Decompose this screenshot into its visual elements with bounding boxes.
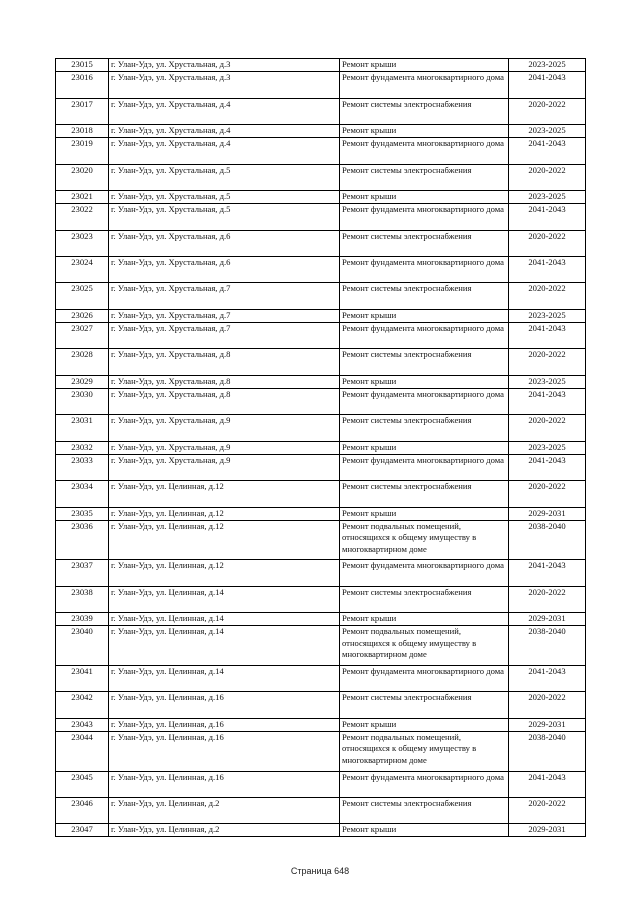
repair-schedule-table (55, 58, 586, 837)
row-number-cell: 23036 (56, 520, 109, 560)
period-cell: 2020-2022 (509, 230, 586, 256)
address-cell: г. Улан-Удэ, ул. Хрустальная, д.4 (109, 98, 340, 124)
row-number-cell: 23031 (56, 415, 109, 441)
table-row (56, 322, 586, 348)
work-type-cell: Ремонт крыши (340, 190, 509, 203)
period-cell: 2041-2043 (509, 138, 586, 164)
period-cell: 2023-2025 (509, 309, 586, 322)
table-row (56, 718, 586, 731)
address-cell: г. Улан-Удэ, ул. Целинная, д.16 (109, 718, 340, 731)
address-cell: г. Улан-Удэ, ул. Хрустальная, д.8 (109, 388, 340, 414)
period-cell: 2023-2025 (509, 59, 586, 72)
row-number-cell: 23020 (56, 164, 109, 190)
period-cell: 2023-2025 (509, 441, 586, 454)
work-type-cell: Ремонт крыши (340, 59, 509, 72)
row-number-cell: 23038 (56, 586, 109, 612)
table-row (56, 560, 586, 586)
row-number-cell: 23039 (56, 613, 109, 626)
work-type-cell: Ремонт системы электроснабжения (340, 349, 509, 375)
row-number-cell: 23023 (56, 230, 109, 256)
table-row (56, 230, 586, 256)
row-number-cell: 23033 (56, 454, 109, 480)
period-cell: 2041-2043 (509, 771, 586, 797)
period-cell: 2029-2031 (509, 718, 586, 731)
address-cell: г. Улан-Удэ, ул. Целинная, д.14 (109, 665, 340, 691)
row-number-cell: 23043 (56, 718, 109, 731)
period-cell: 2020-2022 (509, 692, 586, 718)
table-row (56, 441, 586, 454)
row-number-cell: 23030 (56, 388, 109, 414)
address-cell: г. Улан-Удэ, ул. Хрустальная, д.7 (109, 309, 340, 322)
address-cell: г. Улан-Удэ, ул. Хрустальная, д.8 (109, 349, 340, 375)
work-type-cell: Ремонт подвальных помещений, относящихся к общему имуществу в многоквартирном доме (340, 731, 509, 771)
period-cell: 2020-2022 (509, 586, 586, 612)
period-cell: 2041-2043 (509, 560, 586, 586)
row-number-cell: 23047 (56, 824, 109, 837)
table-row (56, 204, 586, 230)
table-row (56, 190, 586, 203)
row-number-cell: 23021 (56, 190, 109, 203)
table-row (56, 415, 586, 441)
table-row (56, 59, 586, 72)
row-number-cell: 23027 (56, 322, 109, 348)
table-row (56, 731, 586, 771)
period-cell: 2038-2040 (509, 626, 586, 666)
period-cell: 2020-2022 (509, 164, 586, 190)
table-row (56, 375, 586, 388)
work-type-cell: Ремонт фундамента многоквартирного дома (340, 138, 509, 164)
row-number-cell: 23040 (56, 626, 109, 666)
work-type-cell: Ремонт системы электроснабжения (340, 230, 509, 256)
table-row (56, 481, 586, 507)
work-type-cell: Ремонт крыши (340, 507, 509, 520)
row-number-cell: 23042 (56, 692, 109, 718)
work-type-cell: Ремонт фундамента многоквартирного дома (340, 771, 509, 797)
address-cell: г. Улан-Удэ, ул. Целинная, д.12 (109, 560, 340, 586)
row-number-cell: 23024 (56, 256, 109, 282)
address-cell: г. Улан-Удэ, ул. Хрустальная, д.5 (109, 190, 340, 203)
work-type-cell: Ремонт системы электроснабжения (340, 692, 509, 718)
work-type-cell: Ремонт системы электроснабжения (340, 283, 509, 309)
period-cell: 2020-2022 (509, 415, 586, 441)
row-number-cell: 23018 (56, 124, 109, 137)
table-row (56, 507, 586, 520)
row-number-cell: 23029 (56, 375, 109, 388)
row-number-cell: 23015 (56, 59, 109, 72)
table-row (56, 283, 586, 309)
table-row (56, 520, 586, 560)
address-cell: г. Улан-Удэ, ул. Хрустальная, д.5 (109, 204, 340, 230)
table-row (56, 256, 586, 282)
period-cell: 2041-2043 (509, 665, 586, 691)
period-cell: 2020-2022 (509, 349, 586, 375)
address-cell: г. Улан-Удэ, ул. Хрустальная, д.9 (109, 454, 340, 480)
address-cell: г. Улан-Удэ, ул. Хрустальная, д.9 (109, 415, 340, 441)
row-number-cell: 23026 (56, 309, 109, 322)
row-number-cell: 23022 (56, 204, 109, 230)
table-row (56, 124, 586, 137)
period-cell: 2041-2043 (509, 388, 586, 414)
work-type-cell: Ремонт системы электроснабжения (340, 98, 509, 124)
period-cell: 2020-2022 (509, 98, 586, 124)
period-cell: 2029-2031 (509, 824, 586, 837)
table-row (56, 824, 586, 837)
work-type-cell: Ремонт крыши (340, 718, 509, 731)
table-row (56, 309, 586, 322)
period-cell: 2038-2040 (509, 731, 586, 771)
table-row (56, 138, 586, 164)
row-number-cell: 23044 (56, 731, 109, 771)
work-type-cell: Ремонт крыши (340, 613, 509, 626)
table-row (56, 586, 586, 612)
address-cell: г. Улан-Удэ, ул. Хрустальная, д.9 (109, 441, 340, 454)
address-cell: г. Улан-Удэ, ул. Хрустальная, д.3 (109, 59, 340, 72)
period-cell: 2041-2043 (509, 256, 586, 282)
table-row (56, 692, 586, 718)
row-number-cell: 23045 (56, 771, 109, 797)
address-cell: г. Улан-Удэ, ул. Хрустальная, д.3 (109, 72, 340, 98)
period-cell: 2029-2031 (509, 613, 586, 626)
table-row (56, 349, 586, 375)
address-cell: г. Улан-Удэ, ул. Хрустальная, д.4 (109, 138, 340, 164)
work-type-cell: Ремонт фундамента многоквартирного дома (340, 665, 509, 691)
work-type-cell: Ремонт системы электроснабжения (340, 415, 509, 441)
work-type-cell: Ремонт крыши (340, 309, 509, 322)
work-type-cell: Ремонт фундамента многоквартирного дома (340, 256, 509, 282)
address-cell: г. Улан-Удэ, ул. Хрустальная, д.5 (109, 164, 340, 190)
row-number-cell: 23016 (56, 72, 109, 98)
page-footer: Страница 648 (290, 866, 350, 876)
work-type-cell: Ремонт подвальных помещений, относящихся к общему имуществу в многоквартирном доме (340, 520, 509, 560)
period-cell: 2041-2043 (509, 204, 586, 230)
period-cell: 2023-2025 (509, 190, 586, 203)
table-row (56, 626, 586, 666)
period-cell: 2020-2022 (509, 481, 586, 507)
table-row (56, 665, 586, 691)
address-cell: г. Улан-Удэ, ул. Хрустальная, д.7 (109, 283, 340, 309)
address-cell: г. Улан-Удэ, ул. Хрустальная, д.6 (109, 256, 340, 282)
address-cell: г. Улан-Удэ, ул. Целинная, д.12 (109, 481, 340, 507)
work-type-cell: Ремонт фундамента многоквартирного дома (340, 560, 509, 586)
row-number-cell: 23046 (56, 797, 109, 823)
row-number-cell: 23019 (56, 138, 109, 164)
work-type-cell: Ремонт фундамента многоквартирного дома (340, 72, 509, 98)
work-type-cell: Ремонт фундамента многоквартирного дома (340, 388, 509, 414)
address-cell: г. Улан-Удэ, ул. Целинная, д.16 (109, 731, 340, 771)
address-cell: г. Улан-Удэ, ул. Целинная, д.16 (109, 771, 340, 797)
table-row (56, 771, 586, 797)
row-number-cell: 23041 (56, 665, 109, 691)
table-row (56, 98, 586, 124)
work-type-cell: Ремонт крыши (340, 375, 509, 388)
row-number-cell: 23032 (56, 441, 109, 454)
work-type-cell: Ремонт крыши (340, 441, 509, 454)
work-type-cell: Ремонт фундамента многоквартирного дома (340, 204, 509, 230)
work-type-cell: Ремонт системы электроснабжения (340, 797, 509, 823)
address-cell: г. Улан-Удэ, ул. Целинная, д.14 (109, 586, 340, 612)
address-cell: г. Улан-Удэ, ул. Целинная, д.2 (109, 797, 340, 823)
work-type-cell: Ремонт фундамента многоквартирного дома (340, 454, 509, 480)
work-type-cell: Ремонт подвальных помещений, относящихся к общему имуществу в многоквартирном доме (340, 626, 509, 666)
row-number-cell: 23028 (56, 349, 109, 375)
address-cell: г. Улан-Удэ, ул. Хрустальная, д.7 (109, 322, 340, 348)
period-cell: 2029-2031 (509, 507, 586, 520)
address-cell: г. Улан-Удэ, ул. Целинная, д.16 (109, 692, 340, 718)
period-cell: 2020-2022 (509, 283, 586, 309)
table-row (56, 388, 586, 414)
period-cell: 2023-2025 (509, 124, 586, 137)
work-type-cell: Ремонт системы электроснабжения (340, 586, 509, 612)
row-number-cell: 23035 (56, 507, 109, 520)
table-row (56, 797, 586, 823)
address-cell: г. Улан-Удэ, ул. Целинная, д.14 (109, 626, 340, 666)
work-type-cell: Ремонт крыши (340, 124, 509, 137)
address-cell: г. Улан-Удэ, ул. Целинная, д.12 (109, 520, 340, 560)
work-type-cell: Ремонт фундамента многоквартирного дома (340, 322, 509, 348)
address-cell: г. Улан-Удэ, ул. Хрустальная, д.8 (109, 375, 340, 388)
period-cell: 2038-2040 (509, 520, 586, 560)
period-cell: 2041-2043 (509, 454, 586, 480)
table-row (56, 72, 586, 98)
work-type-cell: Ремонт системы электроснабжения (340, 164, 509, 190)
table-row (56, 613, 586, 626)
address-cell: г. Улан-Удэ, ул. Хрустальная, д.6 (109, 230, 340, 256)
address-cell: г. Улан-Удэ, ул. Целинная, д.14 (109, 613, 340, 626)
period-cell: 2020-2022 (509, 797, 586, 823)
period-cell: 2023-2025 (509, 375, 586, 388)
address-cell: г. Улан-Удэ, ул. Хрустальная, д.4 (109, 124, 340, 137)
work-type-cell: Ремонт системы электроснабжения (340, 481, 509, 507)
row-number-cell: 23034 (56, 481, 109, 507)
table-row (56, 164, 586, 190)
table-body (56, 59, 586, 837)
address-cell: г. Улан-Удэ, ул. Целинная, д.2 (109, 824, 340, 837)
work-type-cell: Ремонт крыши (340, 824, 509, 837)
period-cell: 2041-2043 (509, 322, 586, 348)
address-cell: г. Улан-Удэ, ул. Целинная, д.12 (109, 507, 340, 520)
table-row (56, 454, 586, 480)
period-cell: 2041-2043 (509, 72, 586, 98)
row-number-cell: 23037 (56, 560, 109, 586)
row-number-cell: 23017 (56, 98, 109, 124)
row-number-cell: 23025 (56, 283, 109, 309)
